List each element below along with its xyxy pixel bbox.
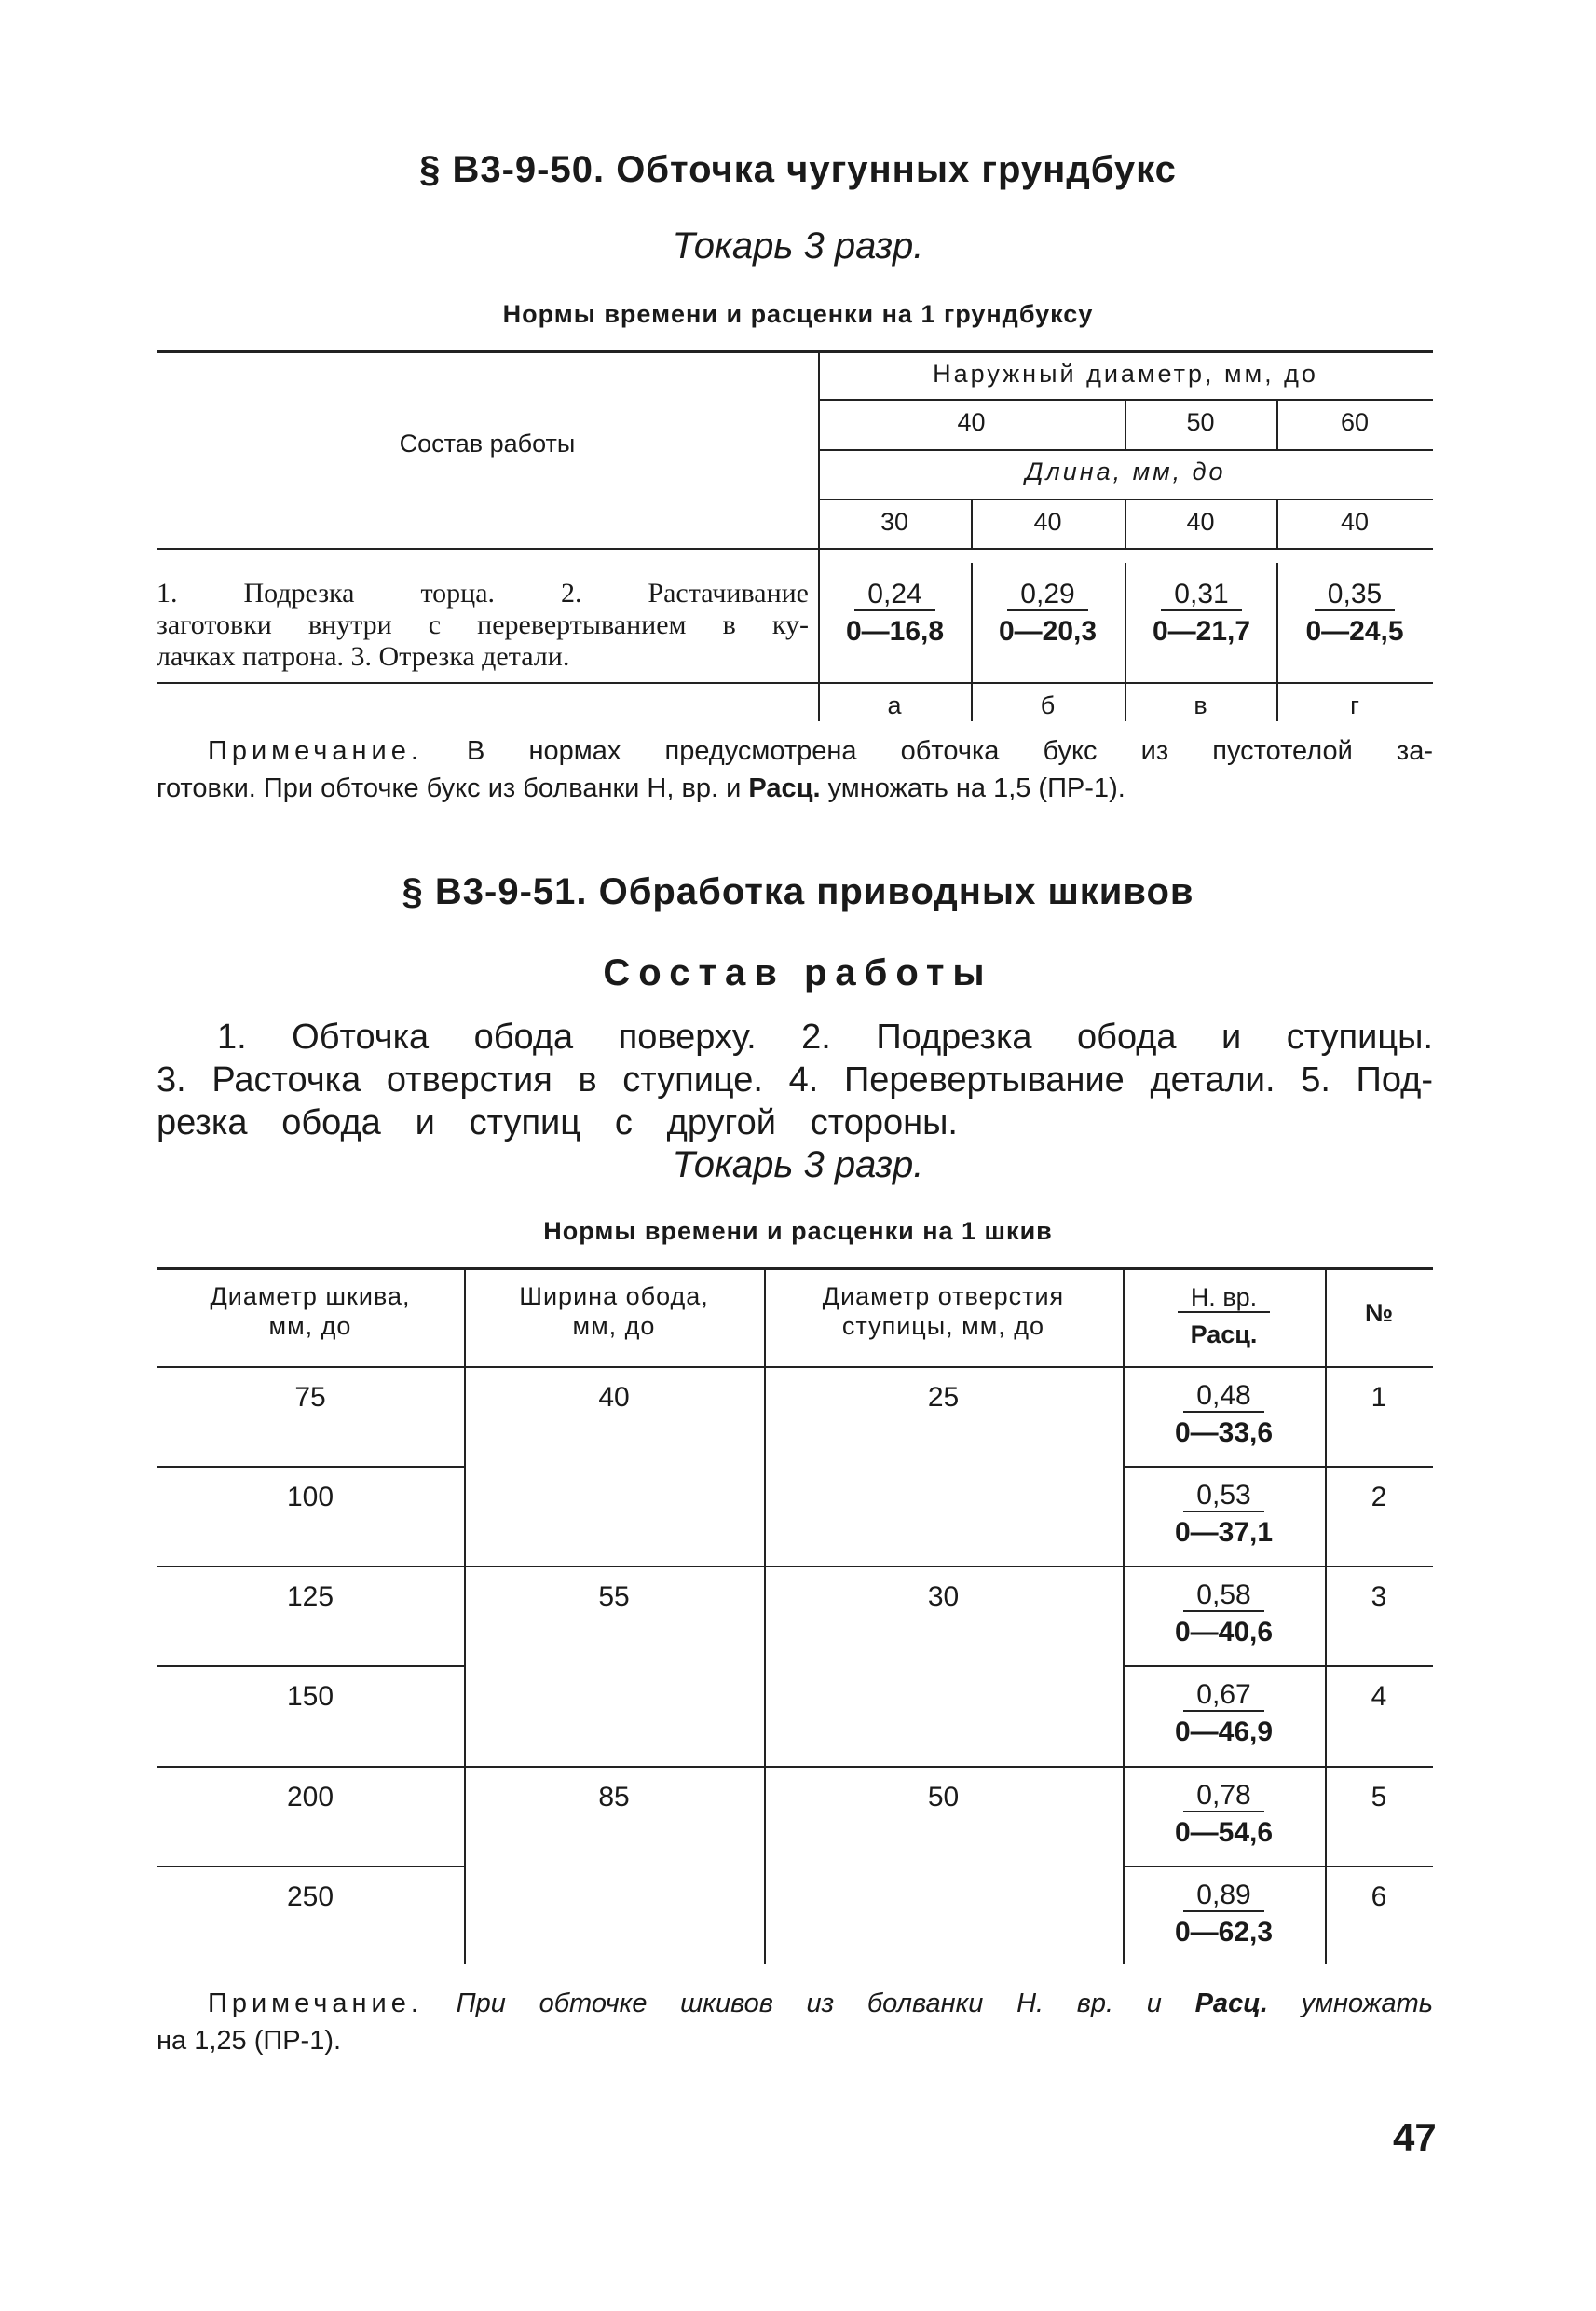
cell-diameter: 100 (286, 1482, 334, 1512)
norm-d (1276, 576, 1433, 650)
cell-diameter: 150 (286, 1681, 334, 1712)
work-description (157, 578, 809, 673)
worker-grade-1: Токарь 3 разр. (672, 226, 924, 267)
column-letter: г (1350, 691, 1359, 719)
note-1: Примечание. В нормах предусмотрена обточка букс из пустотелой за- готовки. При обточке букс из болванки Н, вр. и Расц. умножать на 1,5 (ПР-1). (157, 736, 1433, 803)
column-letter: б (1040, 691, 1056, 719)
time-norm: 0,67 (1183, 1679, 1263, 1712)
work-line: 1. Обточка обода поверху. 2. Подрезка обода и ступицы. (217, 1018, 1433, 1057)
cell-diameter: 125 (286, 1581, 334, 1612)
cell-diameter: 200 (286, 1782, 334, 1812)
cell-width: 85 (598, 1782, 630, 1812)
section-title-2: § В3-9-51. Обработка приводных шкивов (402, 871, 1194, 912)
length-header: Длина, мм, до (1025, 458, 1226, 485)
note-label: Примечание. (208, 736, 423, 766)
rate: 0—40,6 (1174, 1617, 1274, 1648)
cell-norm (1123, 1676, 1325, 1751)
work-line: лачках патрона. 3. Отрезка детали. (157, 641, 570, 672)
work-line: резка обода и ступиц с другой стороны. (157, 1103, 958, 1142)
header-line: Диаметр шкива, (210, 1282, 411, 1310)
column-header-work: Состав работы (399, 430, 576, 458)
work-composition-text (157, 1016, 1433, 1144)
norm-b (971, 576, 1125, 650)
header-line: Диаметр отверстия (822, 1282, 1065, 1310)
note-text: умножать на 1,5 (ПР-1). (827, 773, 1125, 803)
norm-c (1125, 576, 1278, 650)
header-line: мм, до (572, 1312, 656, 1340)
cell-bore: 25 (927, 1382, 960, 1413)
cell-number: 3 (1371, 1581, 1387, 1612)
header-line: Расц. (1190, 1320, 1258, 1348)
norm-a (818, 576, 972, 650)
length-40-c: 40 (1340, 508, 1370, 536)
cell-bore: 30 (927, 1581, 960, 1612)
length-40-b: 40 (1186, 508, 1215, 536)
diameter-50: 50 (1186, 408, 1215, 436)
rate: 0—37,1 (1174, 1517, 1274, 1548)
rate: 0—21,7 (1152, 616, 1251, 647)
cell-width: 40 (598, 1382, 630, 1413)
section-title-1: § В3-9-50. Обточка чугунных грундбукс (419, 149, 1177, 190)
time-norm: 0,29 (1007, 579, 1087, 611)
worker-grade-2: Токарь 3 разр. (672, 1144, 924, 1185)
rate: 0—54,6 (1174, 1817, 1274, 1848)
header-line: мм, до (268, 1312, 352, 1340)
work-line: заготовки внутри с перевертыванием в ку- (157, 609, 809, 640)
note-bold: Расц. (1194, 1989, 1268, 2018)
header-pulley-diameter (157, 1281, 464, 1341)
outer-diameter-header: Наружный диаметр, мм, до (933, 360, 1318, 388)
note-label: Примечание. (208, 1989, 423, 2018)
time-norm: 0,53 (1183, 1480, 1263, 1512)
length-40-a: 40 (1033, 508, 1062, 536)
work-line: 1. Подрезка торца. 2. Растачивание (157, 578, 809, 609)
work-line: 3. Расточка отверстия в ступице. 4. Перевертывание детали. 5. Под- (157, 1060, 1433, 1100)
note-text: В нормах предусмотрена обточка букс из пустотелой за- (422, 736, 1433, 766)
rate: 0—33,6 (1174, 1417, 1274, 1448)
note-2 (157, 1985, 1433, 2059)
note-text: на 1,25 (ПР-1). (157, 2026, 342, 2056)
time-norm: 0,48 (1183, 1380, 1263, 1413)
header-line: Н. вр. (1178, 1283, 1270, 1313)
time-norm: 0,35 (1315, 579, 1395, 611)
header-rim-width (464, 1281, 764, 1341)
cell-norm (1123, 1477, 1325, 1552)
page-number: 47 (1393, 2115, 1437, 2159)
header-hub-bore (764, 1281, 1123, 1341)
rate: 0—16,8 (845, 616, 945, 647)
length-30: 30 (880, 508, 909, 536)
cell-diameter: 250 (286, 1881, 334, 1912)
cell-number: 2 (1371, 1482, 1387, 1512)
diameter-40: 40 (957, 408, 986, 436)
column-letter: в (1194, 691, 1207, 719)
work-composition-heading: Состав работы (603, 952, 993, 993)
rate: 0—20,3 (998, 616, 1098, 647)
cell-number: 6 (1371, 1881, 1387, 1912)
time-norm: 0,24 (854, 579, 934, 611)
cell-bore: 50 (927, 1782, 960, 1812)
note-text: готовки. При обточке букс из болванки Н (157, 773, 667, 803)
note-bold: Расц. (748, 773, 821, 803)
cell-width: 55 (598, 1581, 630, 1612)
note-text: умножать (1267, 1989, 1433, 2018)
rate: 0—46,9 (1174, 1716, 1274, 1747)
table-caption-1: Нормы времени и расценки на 1 грундбуксу (502, 300, 1094, 328)
cell-diameter: 75 (294, 1382, 326, 1413)
time-norm: 0,58 (1183, 1579, 1263, 1612)
diameter-60: 60 (1340, 408, 1370, 436)
cell-norm (1123, 1777, 1325, 1852)
header-line: ступицы, мм, до (841, 1312, 1045, 1340)
rate: 0—24,5 (1305, 616, 1404, 647)
time-norm: 0,78 (1183, 1780, 1263, 1812)
column-letter: а (887, 691, 902, 719)
cell-number: 1 (1371, 1382, 1387, 1413)
header-number: № (1364, 1299, 1394, 1327)
cell-number: 5 (1371, 1782, 1387, 1812)
time-norm: 0,31 (1161, 579, 1241, 611)
header-norms (1123, 1279, 1325, 1353)
cell-norm (1123, 1877, 1325, 1951)
cell-number: 4 (1371, 1681, 1387, 1712)
note-text: При обточке шкивов из болванки Н. вр. и (422, 1989, 1195, 2018)
cell-norm (1123, 1377, 1325, 1452)
header-line: Ширина обода, (519, 1282, 709, 1310)
time-norm: 0,89 (1183, 1880, 1263, 1912)
table-caption-2: Нормы времени и расценки на 1 шкив (543, 1217, 1053, 1245)
cell-norm (1123, 1577, 1325, 1651)
note-text: вр. и (681, 773, 742, 803)
rate: 0—62,3 (1174, 1917, 1274, 1948)
